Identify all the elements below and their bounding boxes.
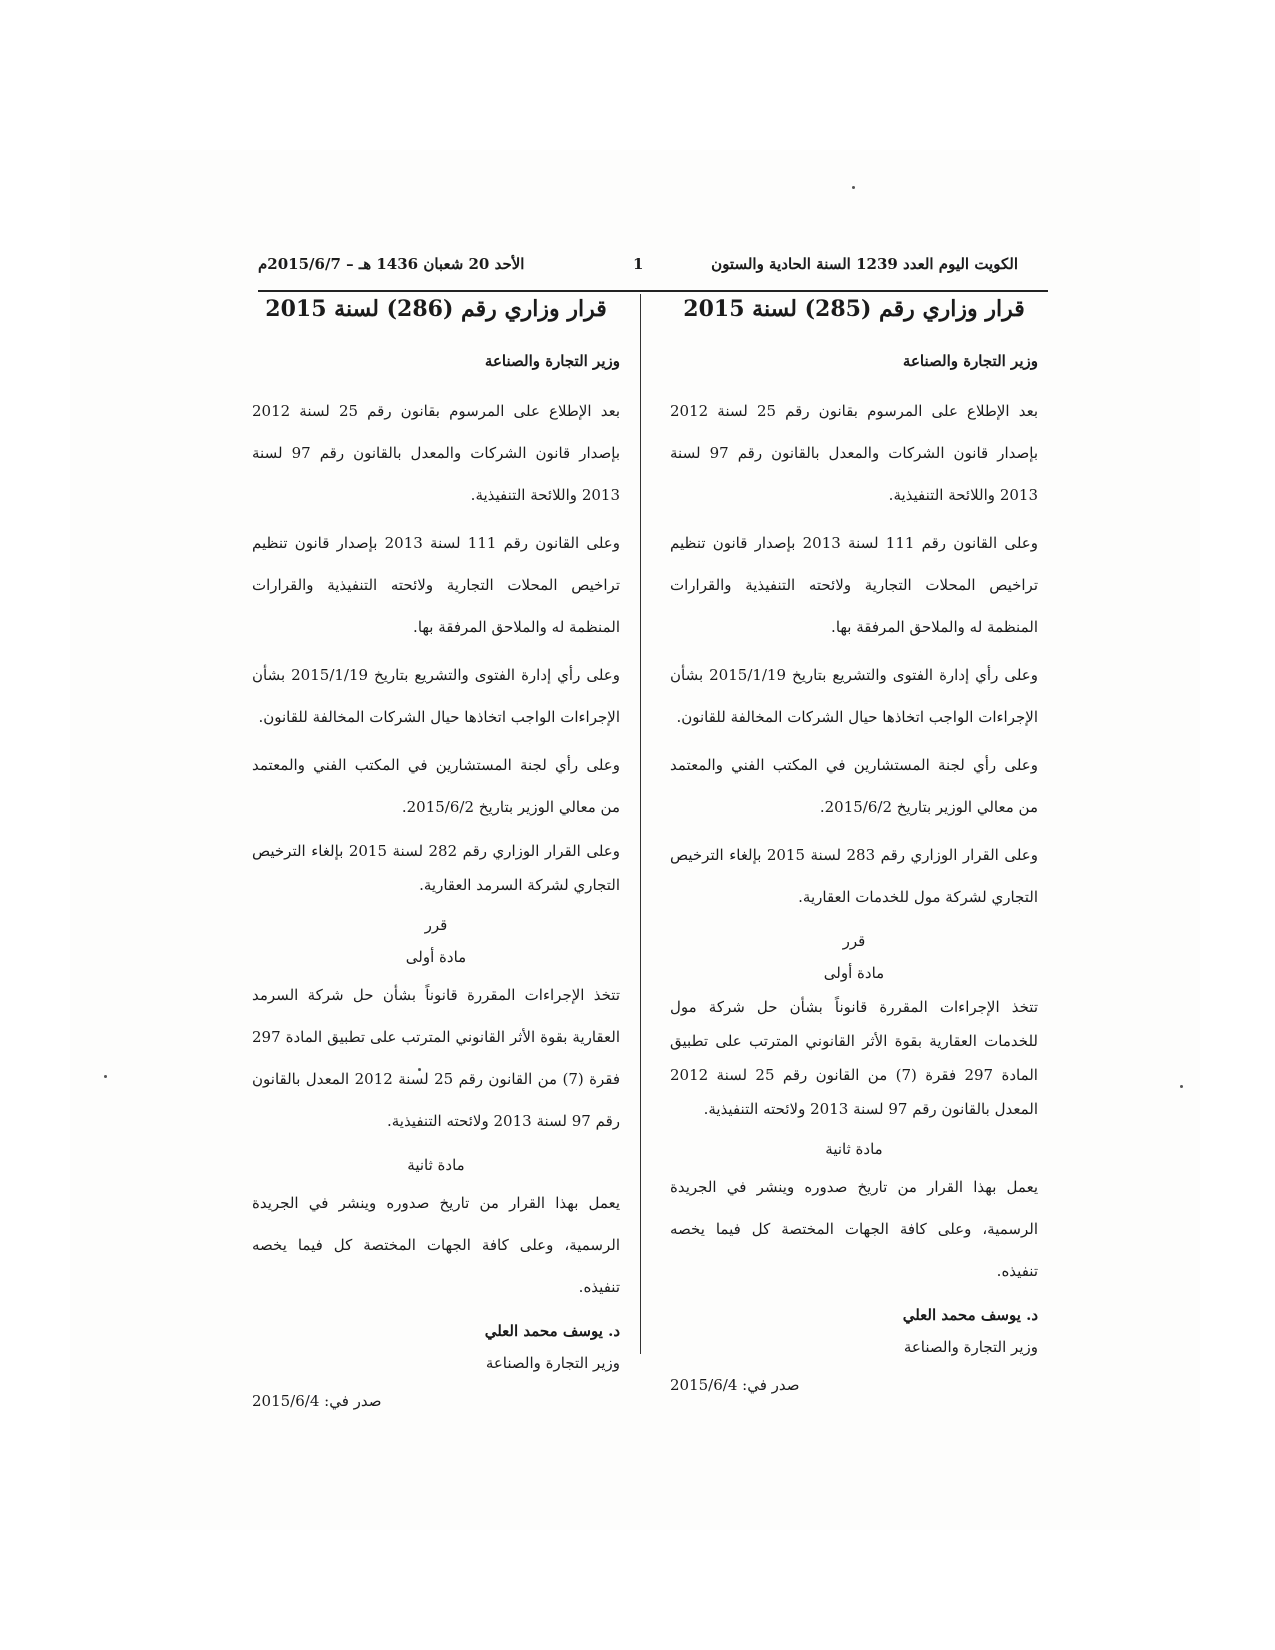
preamble-paragraph: بعد الإطلاع على المرسوم بقانون رقم 25 لسنة 2012 بإصدار قانون الشركات والمعدل بالقانون رقم 97 لسنة 2013 واللائحة التنفيذية. (252, 402, 620, 504)
article-2-text: يعمل بهذا القرار من تاريخ صدوره وينشر في الجريدة الرسمية، وعلى كافة الجهات المختصة كل فيما يخصه تنفيذه. (252, 1194, 620, 1296)
preamble-paragraph: وعلى رأي لجنة المستشارين في المكتب الفني والمعتمد من معالي الوزير بتاريخ 2015/6/2. (670, 756, 1038, 816)
page-number: 1 (633, 255, 644, 273)
preamble-paragraph: وعلى رأي إدارة الفتوى والتشريع بتاريخ 2015/1/19 بشأن الإجراءات الواجب اتخاذها حيال الشركات المخالفة للقانون. (252, 666, 620, 726)
scan-speck (104, 1075, 107, 1078)
minister-heading: وزير التجارة والصناعة (902, 352, 1038, 370)
header-rule (258, 290, 1048, 292)
preamble-paragraph: بعد الإطلاع على المرسوم بقانون رقم 25 لسنة 2012 بإصدار قانون الشركات والمعدل بالقانون رقم 97 لسنة 2013 واللائحة التنفيذية. (670, 402, 1038, 504)
decision-286-column (252, 296, 620, 1410)
article-1-heading: مادة أولى (405, 948, 467, 966)
issued-date: صدر في: 2015/6/4 (252, 1392, 382, 1410)
issue-date: الأحد 20 شعبان 1436 هـ – 2015/6/7م (258, 255, 525, 273)
signatory-title: وزير التجارة والصناعة (485, 1354, 620, 1372)
scan-speck (852, 186, 855, 189)
decided-heading: قرر (424, 916, 448, 934)
article-2-text: يعمل بهذا القرار من تاريخ صدوره وينشر في الجريدة الرسمية، وعلى كافة الجهات المختصة كل فيما يخصه تنفيذه. (670, 1178, 1038, 1280)
gazette-header (258, 255, 1018, 279)
decision-286-title: قرار وزاري رقم (286) لسنة 2015 (265, 296, 607, 322)
article-1-text: تتخذ الإجراءات المقررة قانوناً بشأن حل شركة السرمد العقارية بقوة الأثر القانوني المترتب على تطبيق المادة 297 فقرة (7) من القانون رقم 25 لسنة 2012 المعدل بالقانون رقم 97 لسنة 2013 ولائحته التنفيذية. (252, 986, 621, 1130)
signatory-name: د. يوسف محمد العلي (902, 1306, 1038, 1324)
column-divider (640, 294, 641, 1354)
article-1-heading: مادة أولى (823, 964, 885, 982)
preamble-paragraph: وعلى القرار الوزاري رقم 282 لسنة 2015 بإلغاء الترخيص التجاري لشركة السرمد العقارية. (252, 842, 620, 894)
signatory-title: وزير التجارة والصناعة (903, 1338, 1038, 1356)
article-2-heading: مادة ثانية (825, 1140, 883, 1158)
decision-285-title: قرار وزاري رقم (285) لسنة 2015 (683, 296, 1025, 322)
preamble-paragraph: وعلى رأي إدارة الفتوى والتشريع بتاريخ 2015/1/19 بشأن الإجراءات الواجب اتخاذها حيال الشركات المخالفة للقانون. (670, 666, 1038, 726)
decision-285-column (670, 296, 1038, 1394)
scan-speck (1180, 1085, 1183, 1088)
decided-heading: قرر (842, 932, 866, 950)
preamble-paragraph: وعلى القانون رقم 111 لسنة 2013 بإصدار قانون تنظيم تراخيص المحلات التجارية ولائحته التنفيذية والقرارات المنظمة له والملاحق المرفقة بها. (670, 534, 1038, 636)
issued-date: صدر في: 2015/6/4 (670, 1376, 800, 1394)
signatory-name: د. يوسف محمد العلي (484, 1322, 620, 1340)
preamble-paragraph: وعلى القانون رقم 111 لسنة 2013 بإصدار قانون تنظيم تراخيص المحلات التجارية ولائحته التنفيذية والقرارات المنظمة له والملاحق المرفقة بها. (252, 534, 620, 636)
article-2-heading: مادة ثانية (407, 1156, 465, 1174)
issue-info: الكويت اليوم العدد 1239 السنة الحادية والستون (711, 255, 1018, 273)
minister-heading: وزير التجارة والصناعة (484, 352, 620, 370)
article-1-text: تتخذ الإجراءات المقررة قانوناً بشأن حل شركة مول للخدمات العقارية بقوة الأثر القانوني المترتب على تطبيق المادة 297 فقرة (7) من القانون رقم 25 لسنة 2012 المعدل بالقانون رقم 97 لسنة 2013 ولائحته التنفيذية. (670, 998, 1038, 1118)
preamble-paragraph: وعلى القرار الوزاري رقم 283 لسنة 2015 بإلغاء الترخيص التجاري لشركة مول للخدمات العقارية. (670, 846, 1038, 906)
preamble-paragraph: وعلى رأي لجنة المستشارين في المكتب الفني والمعتمد من معالي الوزير بتاريخ 2015/6/2. (252, 756, 620, 816)
